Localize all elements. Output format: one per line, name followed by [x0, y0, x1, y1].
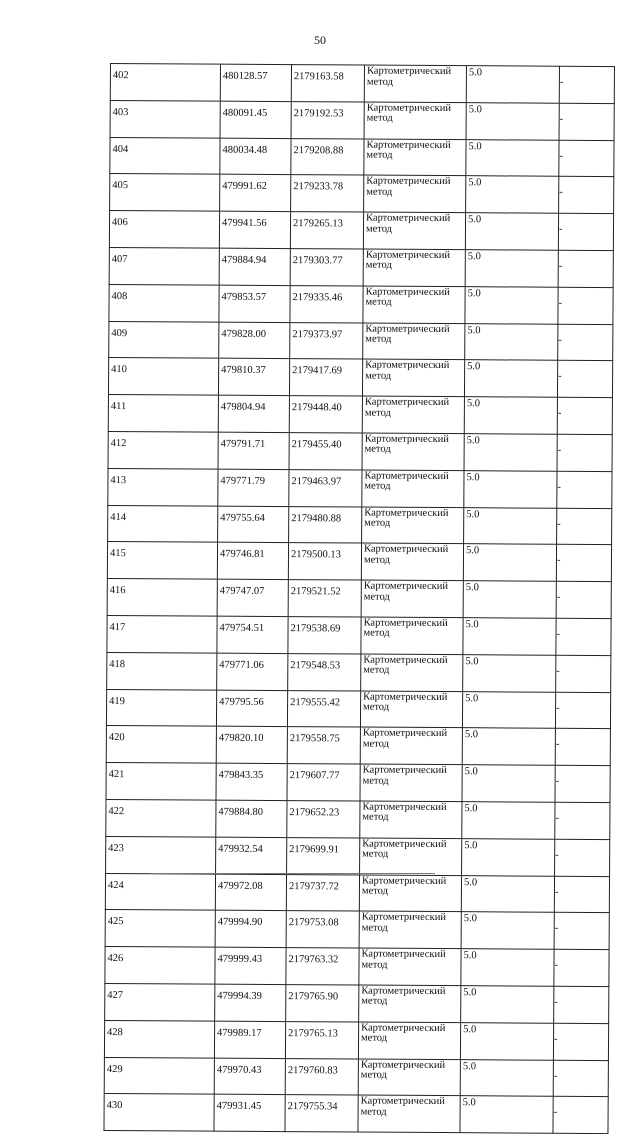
extra-cell: - [557, 397, 612, 434]
extra-cell: - [559, 140, 614, 177]
method-cell: Картометрический метод [362, 396, 464, 433]
x-coordinate-cell: 479972.08 [215, 874, 286, 911]
point-number-cell: 428 [104, 1020, 214, 1057]
method-cell: Картометрический метод [360, 691, 462, 728]
table-row [110, 137, 614, 177]
method-cell: Картометрический метод [360, 838, 462, 875]
extra-cell: - [556, 581, 611, 618]
method-cell: Картометрический метод [359, 985, 461, 1022]
accuracy-cell: 5.0 [466, 102, 559, 139]
y-coordinate-cell: 2179765.90 [286, 985, 359, 1022]
extra-cell: - [557, 471, 612, 508]
method-cell: Картометрический метод [363, 323, 465, 360]
y-coordinate-cell: 2179538.69 [288, 617, 361, 654]
point-number-cell: 424 [105, 873, 215, 910]
point-number-cell: 412 [108, 431, 218, 468]
method-cell: Картометрический метод [358, 1059, 460, 1096]
method-cell: Картометрический метод [359, 911, 461, 948]
method-cell: Картометрический метод [361, 654, 463, 691]
x-coordinate-cell: 479754.51 [217, 616, 288, 653]
method-cell: Картометрический метод [362, 359, 464, 396]
table-row [104, 1094, 608, 1134]
method-cell: Картометрический метод [362, 470, 464, 507]
accuracy-cell: 5.0 [462, 728, 555, 765]
accuracy-cell: 5.0 [463, 544, 556, 581]
method-cell: Картометрический метод [363, 249, 465, 286]
x-coordinate-cell: 479810.37 [218, 359, 289, 396]
table-row [106, 689, 610, 729]
accuracy-cell: 5.0 [462, 838, 555, 875]
table-row [108, 358, 612, 398]
table-row [104, 1020, 608, 1060]
extra-cell: - [558, 213, 613, 250]
table-row [106, 726, 610, 766]
point-number-cell: 410 [108, 358, 218, 395]
y-coordinate-cell: 2179208.88 [291, 138, 364, 175]
accuracy-cell: 5.0 [465, 250, 558, 287]
x-coordinate-cell: 479994.90 [215, 910, 286, 947]
table-row [108, 468, 612, 508]
accuracy-cell: 5.0 [462, 691, 555, 728]
accuracy-cell: 5.0 [462, 802, 555, 839]
point-number-cell: 414 [108, 505, 218, 542]
accuracy-cell: 5.0 [461, 912, 554, 949]
accuracy-cell: 5.0 [464, 507, 557, 544]
extra-cell: - [556, 618, 611, 655]
method-cell: Картометрический метод [358, 1022, 460, 1059]
coordinates-table [103, 63, 615, 1134]
method-cell: Картометрический метод [359, 948, 461, 985]
x-coordinate-cell: 479999.43 [215, 947, 286, 984]
y-coordinate-cell: 2179455.40 [289, 433, 362, 470]
x-coordinate-cell: 479991.62 [220, 175, 291, 212]
point-number-cell: 420 [106, 726, 216, 763]
accuracy-cell: 5.0 [466, 66, 559, 103]
x-coordinate-cell: 479795.56 [216, 690, 287, 727]
page-number: 50 [314, 33, 326, 47]
extra-cell: - [555, 839, 610, 876]
y-coordinate-cell: 2179448.40 [289, 396, 362, 433]
x-coordinate-cell: 479771.79 [218, 469, 289, 506]
accuracy-cell: 5.0 [461, 875, 554, 912]
y-coordinate-cell: 2179607.77 [287, 764, 360, 801]
x-coordinate-cell: 479884.94 [219, 248, 290, 285]
accuracy-cell: 5.0 [463, 581, 556, 618]
point-number-cell: 426 [105, 947, 215, 984]
y-coordinate-cell: 2179652.23 [287, 801, 360, 838]
x-coordinate-cell: 479746.81 [217, 543, 288, 580]
y-coordinate-cell: 2179335.46 [290, 285, 363, 322]
point-number-cell: 416 [107, 579, 217, 616]
x-coordinate-cell: 480091.45 [220, 101, 291, 138]
extra-cell: - [554, 876, 609, 913]
method-cell: Картометрический метод [364, 175, 466, 212]
x-coordinate-cell: 479884.80 [216, 800, 287, 837]
extra-cell: - [555, 692, 610, 729]
y-coordinate-cell: 2179417.69 [289, 359, 362, 396]
y-coordinate-cell: 2179555.42 [287, 690, 360, 727]
accuracy-cell: 5.0 [463, 618, 556, 655]
point-number-cell: 408 [109, 284, 219, 321]
x-coordinate-cell: 479932.54 [216, 837, 287, 874]
method-cell: Картометрический метод [360, 764, 462, 801]
y-coordinate-cell: 2179548.53 [288, 653, 361, 690]
table-row [104, 1057, 608, 1097]
point-number-cell: 423 [106, 836, 216, 873]
method-cell: Картометрический метод [363, 286, 465, 323]
x-coordinate-cell: 479931.45 [214, 1094, 285, 1131]
point-number-cell: 409 [109, 321, 219, 358]
accuracy-cell: 5.0 [461, 986, 554, 1023]
point-number-cell: 415 [107, 542, 217, 579]
extra-cell: - [557, 361, 612, 398]
method-cell: Картометрический метод [364, 139, 466, 176]
x-coordinate-cell: 479747.07 [217, 579, 288, 616]
method-cell: Картометрический метод [359, 875, 461, 912]
y-coordinate-cell: 2179521.52 [288, 580, 361, 617]
extra-cell: - [555, 729, 610, 766]
table-row [108, 431, 612, 471]
method-cell: Картометрический метод [361, 543, 463, 580]
accuracy-cell: 5.0 [464, 397, 557, 434]
method-cell: Картометрический метод [361, 617, 463, 654]
table-row [110, 64, 614, 104]
extra-cell: - [558, 250, 613, 287]
y-coordinate-cell: 2179763.32 [286, 948, 359, 985]
point-number-cell: 422 [106, 799, 216, 836]
accuracy-cell: 5.0 [462, 765, 555, 802]
extra-cell: - [557, 434, 612, 471]
y-coordinate-cell: 2179737.72 [286, 874, 359, 911]
extra-cell: - [558, 287, 613, 324]
point-number-cell: 430 [104, 1094, 214, 1131]
y-coordinate-cell: 2179765.13 [285, 1021, 358, 1058]
point-number-cell: 419 [106, 689, 216, 726]
accuracy-cell: 5.0 [464, 434, 557, 471]
point-number-cell: 421 [106, 763, 216, 800]
accuracy-cell: 5.0 [465, 213, 558, 250]
table-row [109, 284, 613, 324]
x-coordinate-cell: 479755.64 [218, 506, 289, 543]
table-row [105, 947, 609, 987]
accuracy-cell: 5.0 [460, 1022, 553, 1059]
y-coordinate-cell: 2179163.58 [291, 65, 364, 102]
extra-cell: - [558, 324, 613, 361]
y-coordinate-cell: 2179463.97 [289, 469, 362, 506]
method-cell: Картометрический метод [364, 102, 466, 139]
point-number-cell: 403 [110, 100, 220, 137]
accuracy-cell: 5.0 [463, 654, 556, 691]
x-coordinate-cell: 479989.17 [214, 1021, 285, 1058]
x-coordinate-cell: 479804.94 [218, 395, 289, 432]
extra-cell: - [553, 1023, 608, 1060]
x-coordinate-cell: 479853.57 [219, 285, 290, 322]
y-coordinate-cell: 2179192.53 [291, 101, 364, 138]
accuracy-cell: 5.0 [461, 949, 554, 986]
extra-cell: - [557, 508, 612, 545]
extra-cell: - [553, 1060, 608, 1097]
extra-cell: - [559, 66, 614, 103]
extra-cell: - [559, 103, 614, 140]
table-row [106, 836, 610, 876]
point-number-cell: 418 [107, 652, 217, 689]
y-coordinate-cell: 2179755.34 [285, 1095, 358, 1132]
table-row [110, 174, 614, 214]
y-coordinate-cell: 2179265.13 [290, 212, 363, 249]
point-number-cell: 429 [104, 1057, 214, 1094]
x-coordinate-cell: 479791.71 [218, 432, 289, 469]
method-cell: Картометрический метод [360, 727, 462, 764]
y-coordinate-cell: 2179303.77 [290, 249, 363, 286]
table-row [108, 395, 612, 435]
method-cell: Картометрический метод [360, 801, 462, 838]
method-cell: Картометрический метод [362, 433, 464, 470]
table-row [110, 100, 614, 140]
accuracy-cell: 5.0 [464, 360, 557, 397]
point-number-cell: 417 [107, 615, 217, 652]
coordinates-table-body [104, 64, 615, 1134]
x-coordinate-cell: 479970.43 [214, 1058, 285, 1095]
y-coordinate-cell: 2179233.78 [291, 175, 364, 212]
y-coordinate-cell: 2179558.75 [287, 727, 360, 764]
point-number-cell: 405 [110, 174, 220, 211]
extra-cell: - [559, 177, 614, 214]
extra-cell: - [554, 949, 609, 986]
y-coordinate-cell: 2179500.13 [288, 543, 361, 580]
extra-cell: - [553, 1097, 608, 1134]
y-coordinate-cell: 2179760.83 [285, 1058, 358, 1095]
accuracy-cell: 5.0 [465, 323, 558, 360]
x-coordinate-cell: 479843.35 [216, 763, 287, 800]
point-number-cell: 413 [108, 468, 218, 505]
accuracy-cell: 5.0 [460, 1096, 553, 1133]
table-row [109, 211, 613, 251]
x-coordinate-cell: 479994.39 [215, 984, 286, 1021]
x-coordinate-cell: 479820.10 [216, 727, 287, 764]
point-number-cell: 411 [108, 395, 218, 432]
point-number-cell: 407 [109, 247, 219, 284]
accuracy-cell: 5.0 [466, 139, 559, 176]
x-coordinate-cell: 479828.00 [219, 322, 290, 359]
table-row [107, 615, 611, 655]
table-row [107, 579, 611, 619]
table-row [109, 247, 613, 287]
table-row [105, 983, 609, 1023]
point-number-cell: 406 [109, 211, 219, 248]
method-cell: Картометрический метод [358, 1095, 460, 1132]
method-cell: Картометрический метод [362, 507, 464, 544]
extra-cell: - [555, 802, 610, 839]
table-row [108, 505, 612, 545]
table-row [109, 321, 613, 361]
method-cell: Картометрический метод [361, 580, 463, 617]
point-number-cell: 425 [105, 910, 215, 947]
extra-cell: - [555, 765, 610, 802]
table-row [106, 763, 610, 803]
point-number-cell: 402 [110, 64, 220, 101]
table-row [107, 652, 611, 692]
y-coordinate-cell: 2179699.91 [287, 837, 360, 874]
y-coordinate-cell: 2179480.88 [289, 506, 362, 543]
method-cell: Картометрический метод [364, 65, 466, 102]
point-number-cell: 427 [105, 983, 215, 1020]
table-row [107, 542, 611, 582]
accuracy-cell: 5.0 [460, 1059, 553, 1096]
accuracy-cell: 5.0 [464, 470, 557, 507]
method-cell: Картометрический метод [363, 212, 465, 249]
accuracy-cell: 5.0 [466, 176, 559, 213]
table-row [105, 910, 609, 950]
y-coordinate-cell: 2179753.08 [286, 911, 359, 948]
x-coordinate-cell: 480128.57 [220, 64, 291, 101]
extra-cell: - [556, 655, 611, 692]
extra-cell: - [554, 913, 609, 950]
x-coordinate-cell: 479941.56 [219, 211, 290, 248]
table-row [105, 873, 609, 913]
point-number-cell: 404 [110, 137, 220, 174]
accuracy-cell: 5.0 [465, 286, 558, 323]
y-coordinate-cell: 2179373.97 [290, 322, 363, 359]
x-coordinate-cell: 480034.48 [220, 138, 291, 175]
table-row [106, 799, 610, 839]
extra-cell: - [556, 545, 611, 582]
x-coordinate-cell: 479771.06 [217, 653, 288, 690]
extra-cell: - [554, 986, 609, 1023]
footer-divider [150, 873, 435, 874]
